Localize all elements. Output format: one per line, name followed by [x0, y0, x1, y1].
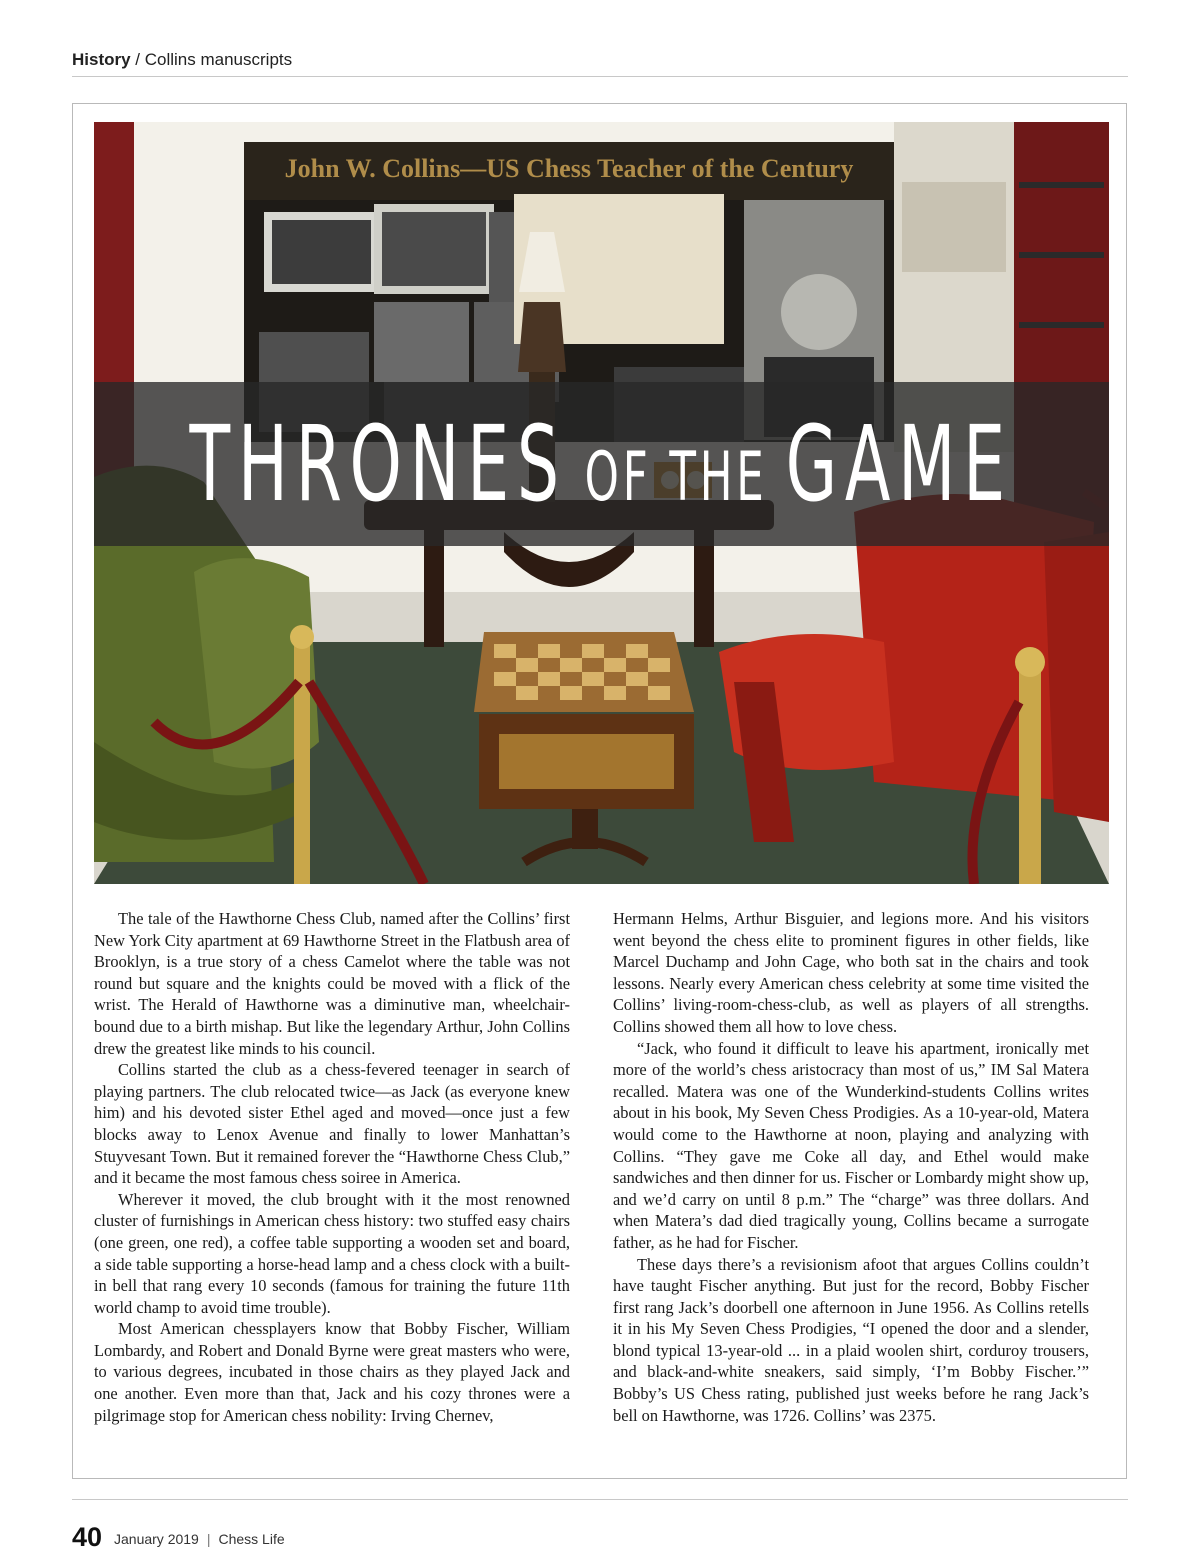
title-word-game: GAME — [785, 403, 1014, 525]
paragraph: Most American chessplayers know that Bobby Fischer, William Lombardy, and Robert and Donald Byrne were great masters who were, to various degrees, incubated in those chairs as they played Jack and one another. Even more than that, Jack and his cozy thrones were a pilgrimage stop for American chess nobility: Irving Chernev, — [94, 1319, 570, 1425]
magazine-name: Chess Life — [218, 1531, 285, 1547]
subsection-label: Collins manuscripts — [144, 50, 293, 69]
page-footer — [72, 1499, 1128, 1560]
title-band — [94, 382, 1109, 546]
body-column-left — [94, 908, 570, 1426]
paragraph: Collins started the club as a chess-fevered teenager in search of playing partners. The club relocated twice—as Jack (as everyone knew him) and his devoted sister Ethel aged and moved—once just a few blocks away to Lenox Avenue and finally to lower Manhattan’s Stuyvesant Town. But it remained forever the “Hawthorne Chess Club,” and it became the most famous chess soiree in America. — [94, 1060, 570, 1188]
paragraph: These days there’s a revisionism afoot that argues Collins couldn’t have taught Fischer anything. But just for the record, Bobby Fischer first rang Jack’s doorbell one afternoon in June 1956. As Collins retells it in his My Seven Chess Prodigies, “I opened the door and a slender, blond typical 13-year-old ... in a plaid woolen shirt, corduroy trousers, and black-and-white sneakers, said simply, ‘I’m Bobby Fischer.’” Bobby’s US Chess rating, published just weeks before he rang Jack’s bell on Hawthorne, was 1726. Collins’ was 2375. — [613, 1254, 1089, 1425]
footer-separator: | — [206, 1531, 211, 1547]
footer-info — [114, 1531, 285, 1547]
paragraph: Hermann Helms, Arthur Bisguier, and legions more. And his visitors went beyond the chess elite to prominent figures in other fields, like Marcel Duchamp and John Cage, who both sat in the chairs and took lessons. Nearly every American chess celebrity at some time visited the Collins’ living-room-chess-club, as well as players of all strengths. Collins showed them all how to love chess. — [613, 909, 1089, 1036]
paragraph: The tale of the Hawthorne Chess Club, named after the Collins’ first New York City apartment at 69 Hawthorne Street in the Flatbush area of Brooklyn, is a true story of a chess Camelot where the table was not round but square and the knights could be moved with a flick of the wrist. The Herald of Hawthorne was a diminutive man, wheelchair-bound due to a birth mishap. But like the legendary Arthur, John Collins drew the greatest like minds to his council. — [94, 909, 570, 1058]
issue-date: January 2019 — [114, 1531, 199, 1547]
body-column-right — [613, 908, 1089, 1426]
chairs-photo — [94, 122, 1109, 884]
section-label: History — [72, 50, 131, 69]
page-header — [72, 50, 1128, 77]
display-board-title: John W. Collins—US Chess Teacher of the Century — [284, 154, 854, 183]
title-word-of-the: OF THE — [584, 438, 768, 517]
paragraph: “Jack, who found it difficult to leave his apartment, ironically met more of the world’s chess aristocracy than most of us,” IM Sal Matera recalled. Matera was one of the Wunderkind-students Collins writes about in his book, My Seven Chess Prodigies. As a 10-year-old, Matera would come to the Hawthorne at noon, playing and analyzing with Collins. “They gave me Coke all day, and Ethel would make sandwiches and then dinner for us. Fischer or Lombardy might show up, and we’d carry on until 8 p.m.” The “charge” was three dollars. And when Matera’s dad died tragically young, Collins became a surrogate father, as he had for Fischer. — [613, 1038, 1089, 1252]
paragraph: Wherever it moved, the club brought with it the most renowned cluster of furnishings in American chess history: two stuffed easy chairs (one green, one red), a coffee table supporting a wooden set and board, a side table supporting a horse-head lamp and a chess clock with a built-in bell that rang every 10 seconds (famous for training the future 11th world champ to avoid time trouble). — [94, 1189, 570, 1317]
header-separator: / — [130, 50, 145, 69]
page-number: 40 — [72, 1522, 103, 1552]
article-title — [190, 403, 1013, 525]
title-word-thrones: THRONES — [189, 403, 568, 525]
